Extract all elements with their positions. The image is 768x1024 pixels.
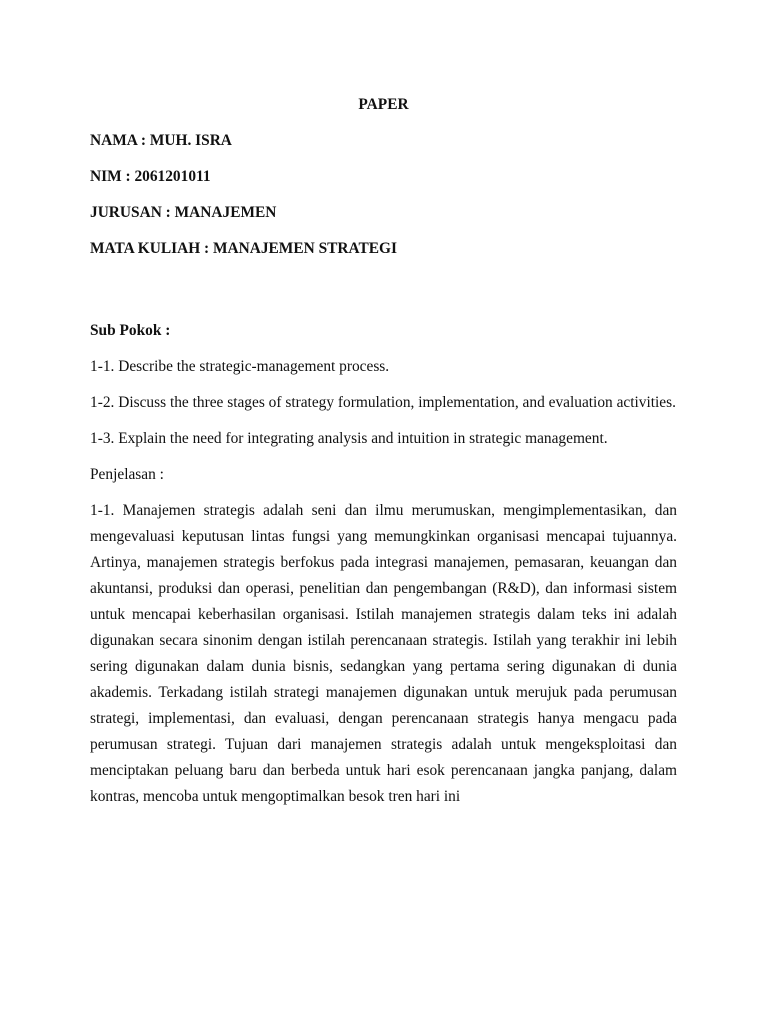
sub-pokok-item: 1-2. Discuss the three stages of strategy formulation, implementation, and evaluation activities. <box>90 394 676 411</box>
document-title: PAPER <box>358 96 409 113</box>
meta-jurusan: JURUSAN : MANAJEMEN <box>90 204 277 221</box>
meta-name: NAMA : MUH. ISRA <box>90 132 232 149</box>
sub-pokok-heading: Sub Pokok : <box>90 322 171 339</box>
sub-pokok-item: 1-1. Describe the strategic-management process. <box>90 358 390 375</box>
meta-mata-kuliah: MATA KULIAH : MANAJEMEN STRATEGI <box>90 240 397 257</box>
section-spacer <box>90 272 677 318</box>
penjelasan-paragraph: 1-1. Manajemen strategis adalah seni dan ilmu merumuskan, mengimplementasikan, dan mengevaluasi keputusan lintas fungsi yang memungkinkan organisasi mencapai tujuannya. Artinya, manajemen strategis berfokus pada integrasi manajemen, pemasaran, keuangan dan akuntansi, produksi dan operasi, penelitian dan pengembangan (R&D), dan informasi sistem untuk mencapai keberhasilan organisasi. Istilah manajemen strategis dalam teks ini adalah digunakan secara sinonim dengan istilah perencanaan strategis. Istilah yang terakhir ini lebih sering digunakan dalam dunia bisnis, sedangkan yang pertama sering digunakan di dunia akademis. Terkadang istilah strategi manajemen digunakan untuk merujuk pada perumusan strategi, implementasi, dan evaluasi, dengan perencanaan strategis hanya mengacu pada perumusan strategi. Tujuan dari manajemen strategis adalah untuk mengeksploitasi dan menciptakan peluang baru dan berbeda untuk hari esok perencanaan jangka panjang, dalam kontras, mencoba untuk mengoptimalkan besok tren hari ini <box>90 502 677 805</box>
penjelasan-heading: Penjelasan : <box>90 466 164 483</box>
sub-pokok-item: 1-3. Explain the need for integrating analysis and intuition in strategic management. <box>90 430 608 447</box>
meta-nim: NIM : 2061201011 <box>90 168 211 185</box>
document-page <box>90 92 677 820</box>
